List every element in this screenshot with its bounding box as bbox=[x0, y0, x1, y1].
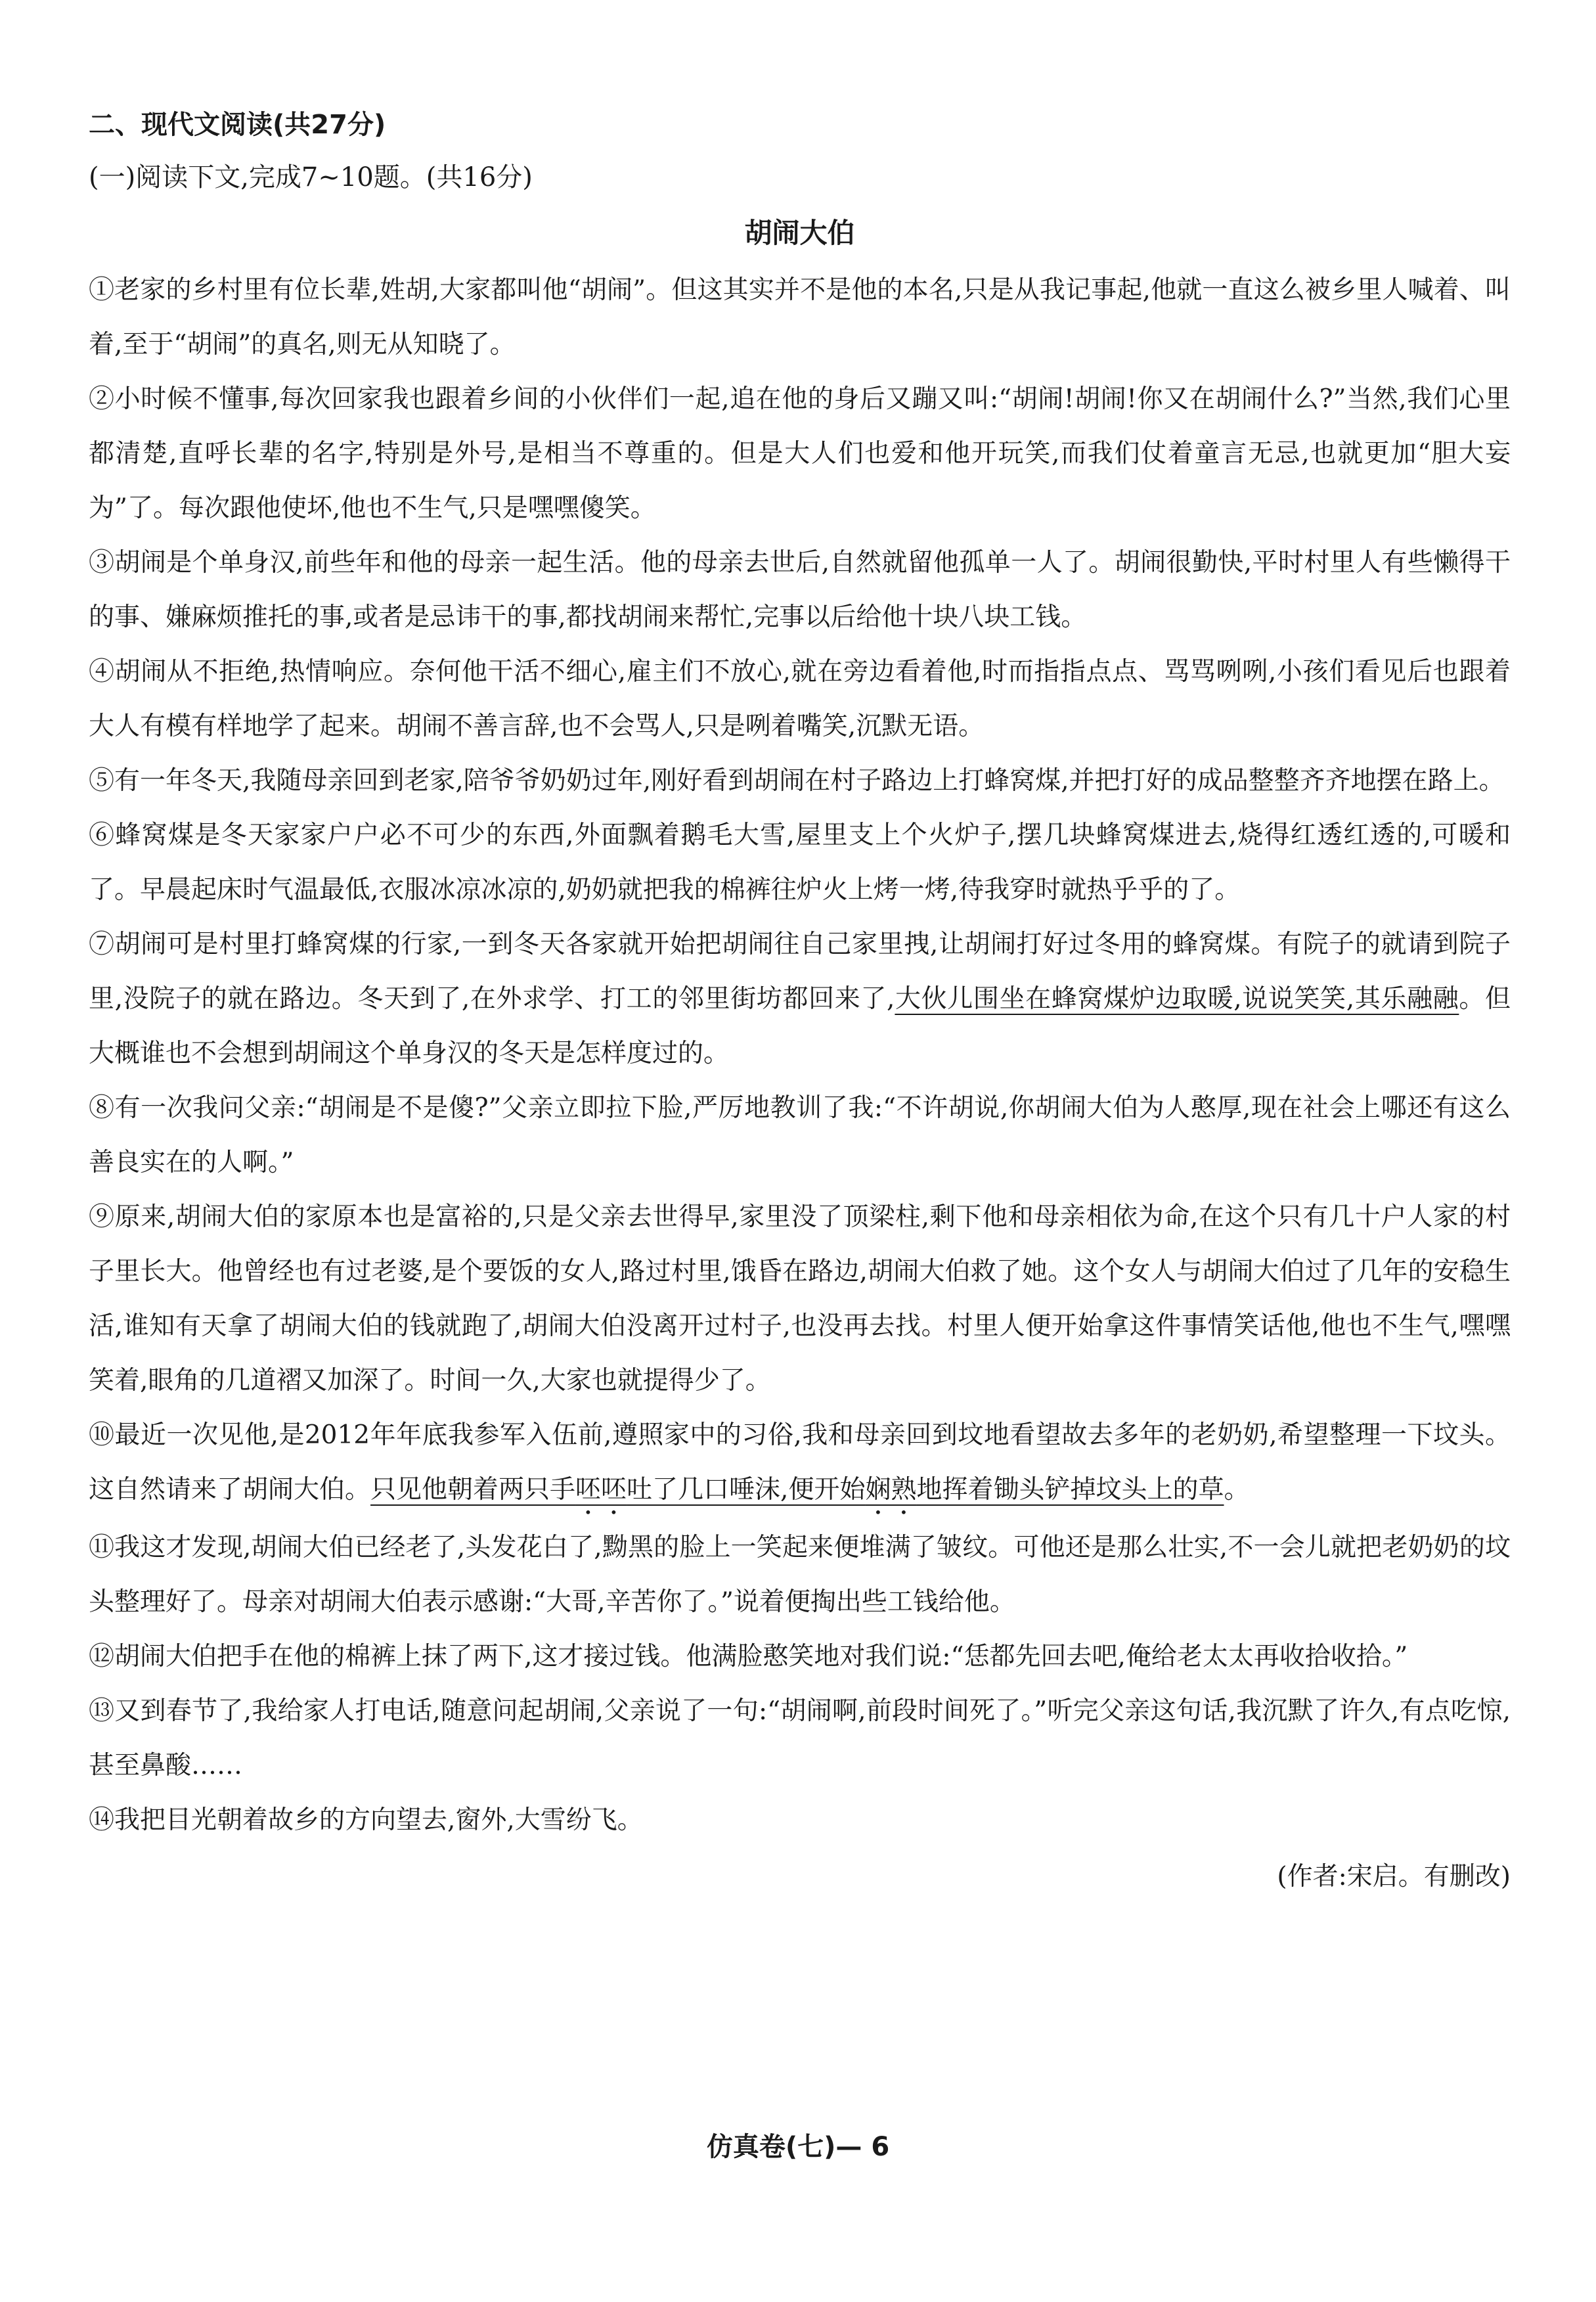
article-title: 胡闹大伯 bbox=[744, 217, 855, 249]
paragraph-11: ⑪我这才发现,胡闹大伯已经老了,头发花白了,黝黑的脸上一笑起来便堆满了皱纹。可他还是那么壮实,不一会儿就把老奶奶的坟头整理好了。母亲对胡闹大伯表示感谢:“大哥,辛苦你了。”说着便掏出些工钱给他。 bbox=[89, 1533, 1511, 1617]
paragraph-7 bbox=[89, 917, 1511, 1081]
paragraph-10-text-a: ⑩最近一次见他,是2012年年底我参军入伍前,遵照家中的习俗,我和母亲回到坟地看望故去多年的老奶奶,希望整理一下坟头。这自然请来了胡闹大伯。 bbox=[89, 1420, 1511, 1504]
paragraph-13: ⑬又到春节了,我给家人打电话,随意问起胡闹,父亲说了一句:“胡闹啊,前段时间死了。”听完父亲这句话,我沉默了许久,有点吃惊,甚至鼻酸…… bbox=[89, 1696, 1511, 1780]
underlined-part-1: 只见他朝着两只手 bbox=[370, 1475, 576, 1504]
subsection-title: (一)阅读下文,完成7~10题。(共16分) bbox=[89, 162, 533, 192]
paragraph-10-underlined-sentence bbox=[370, 1475, 1224, 1504]
paragraph-4: ④胡闹从不拒绝,热情响应。奈何他干活不细心,雇主们不放心,就在旁边看着他,时而指指点点、骂骂咧咧,小孩们看见后也跟着大人有模有样地学了起来。胡闹不善言辞,也不会骂人,只是咧着嘴笑,沉默无语。 bbox=[89, 657, 1511, 741]
author-note: (作者:宋启。有删改) bbox=[1277, 1862, 1511, 1891]
paragraph-7-text-b: 。但大概谁也不会想到胡闹这个单身汉的冬天是怎样度过的。 bbox=[89, 984, 1511, 1068]
underlined-part-2: 吐了几口唾沫,便开始 bbox=[627, 1475, 866, 1504]
paragraph-6: ⑥蜂窝煤是冬天家家户户必不可少的东西,外面飘着鹅毛大雪,屋里支上个火炉子,摆几块蜂窝煤进去,烧得红透红透的,可暖和了。早晨起床时气温最低,衣服冰凉冰凉的,奶奶就把我的棉裤往炉火上烤一烤,待我穿时就热乎乎的了。 bbox=[89, 821, 1511, 905]
paragraph-7-underlined-sentence: 大伙儿围坐在蜂窝煤炉边取暖,说说笑笑,其乐融融 bbox=[895, 984, 1459, 1014]
paragraph-10-text-b: 。 bbox=[1224, 1475, 1250, 1504]
underlined-part-3: 地挥着锄头铲掉坟头上的草 bbox=[916, 1475, 1224, 1504]
paragraph-7-text-a: ⑦胡闹可是村里打蜂窝煤的行家,一到冬天各家就开始把胡闹往自己家里拽,让胡闹打好过冬用的蜂窝煤。有院子的就请到院子里,没院子的就在路边。冬天到了,在外求学、打工的邻里街坊都回来了, bbox=[89, 930, 1511, 1014]
page-footer: 仿真卷(七)— 6 bbox=[706, 2132, 890, 2162]
paragraph-14: ⑭我把目光朝着故乡的方向望去,窗外,大雪纷飞。 bbox=[89, 1805, 643, 1835]
document-body bbox=[89, 99, 1511, 1907]
paragraph-9: ⑨原来,胡闹大伯的家原本也是富裕的,只是父亲去世得早,家里没了顶梁柱,剩下他和母亲相依为命,在这个只有几十户人家的村子里长大。他曾经也有过老婆,是个要饭的女人,路过村里,饿昏在路边,胡闹大伯救了她。这个女人与胡闹大伯过了几年的安稳生活,谁知有天拿了胡闹大伯的钱就跑了,胡闹大伯没离开过村子,也没再去找。村里人便开始拿这件事情笑话他,他也不生气,嘿嘿笑着,眼角的几道褶又加深了。时间一久,大家也就提得少了。 bbox=[89, 1202, 1511, 1395]
paragraph-3: ③胡闹是个单身汉,前些年和他的母亲一起生活。他的母亲去世后,自然就留他孤单一人了。胡闹很勤快,平时村里人有些懒得干的事、嫌麻烦推托的事,或者是忌讳干的事,都找胡闹来帮忙,完事以后给他十块八块工钱。 bbox=[89, 548, 1511, 632]
paragraph-2: ②小时候不懂事,每次回家我也跟着乡间的小伙伴们一起,追在他的身后又蹦又叫:“胡闹!胡闹!你又在胡闹什么?”当然,我们心里都清楚,直呼长辈的名字,特别是外号,是相当不尊重的。但是大人们也爱和他开玩笑,而我们仗着童言无忌,也就更加“胆大妄为”了。每次跟他使坏,他也不生气,只是嘿嘿傻笑。 bbox=[89, 384, 1511, 523]
dotted-word-1: 呸呸 bbox=[575, 1475, 627, 1504]
paragraph-10 bbox=[89, 1408, 1511, 1520]
paragraph-1: ①老家的乡村里有位长辈,姓胡,大家都叫他“胡闹”。但这其实并不是他的本名,只是从我记事起,他就一直这么被乡里人喊着、叫着,至于“胡闹”的真名,则无从知晓了。 bbox=[89, 275, 1511, 359]
paragraph-12: ⑫胡闹大伯把手在他的棉裤上抹了两下,这才接过钱。他满脸憨笑地对我们说:“恁都先回去吧,俺给老太太再收拾收拾。” bbox=[89, 1642, 1408, 1671]
dotted-word-2: 娴熟 bbox=[865, 1475, 917, 1504]
paragraph-8: ⑧有一次我问父亲:“胡闹是不是傻?”父亲立即拉下脸,严厉地教训了我:“不许胡说,你胡闹大伯为人憨厚,现在社会上哪还有这么善良实在的人啊。” bbox=[89, 1093, 1511, 1177]
section-title: 二、现代文阅读(共27分) bbox=[89, 110, 386, 140]
paragraph-5: ⑤有一年冬天,我随母亲回到老家,陪爷爷奶奶过年,刚好看到胡闹在村子路边上打蜂窝煤,并把打好的成品整整齐齐地摆在路上。 bbox=[89, 766, 1505, 796]
